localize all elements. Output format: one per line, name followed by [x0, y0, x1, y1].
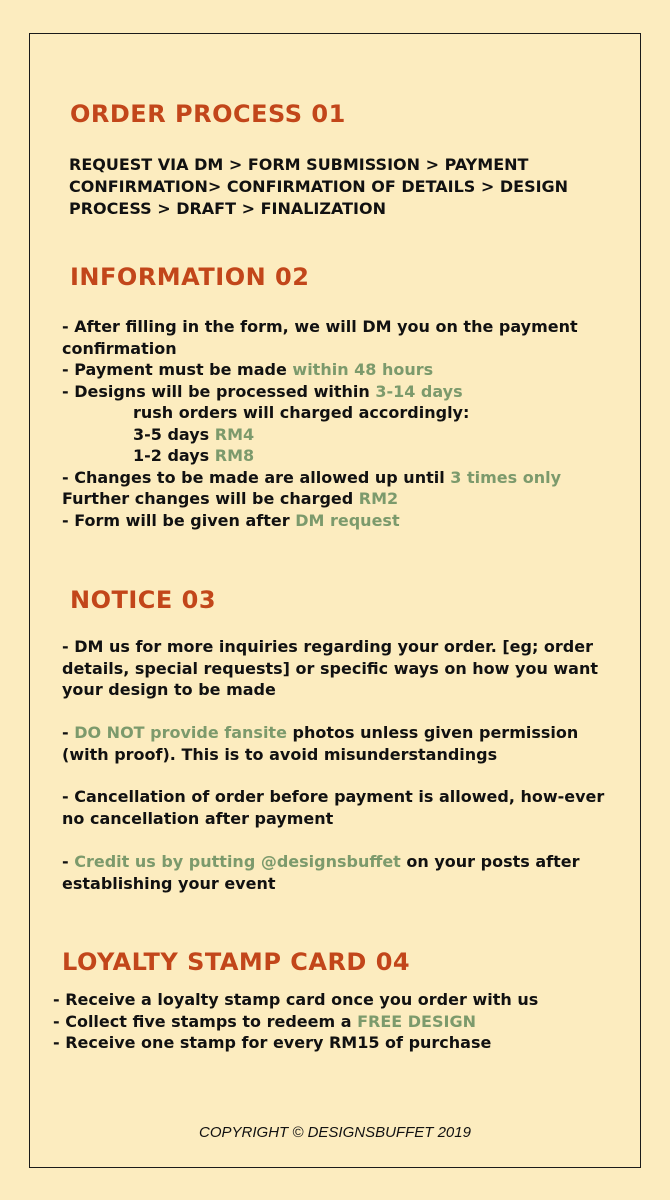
information-list	[62, 316, 632, 531]
order-process-steps: REQUEST VIA DM > FORM SUBMISSION > PAYMENT CONFIRMATION> CONFIRMATION OF DETAILS > DESIGN PROCESS > DRAFT > FINALIZATION	[69, 155, 569, 218]
order-process-heading: ORDER PROCESS 01	[70, 100, 346, 128]
information-heading: INFORMATION 02	[70, 263, 310, 291]
notice-heading: NOTICE 03	[70, 586, 217, 614]
copyright-footer: COPYRIGHT © DESIGNSBUFFET 2019	[199, 1124, 471, 1141]
info-line: - After filling in the form, we will DM you on the payment confirmation	[62, 317, 578, 358]
notice-paragraph: - Credit us by putting @designsbuffet on your posts after establishing your event	[62, 852, 580, 893]
info-line: 3-5 days RM4	[133, 424, 255, 444]
info-line: - Changes to be made are allowed up until 3 times only	[62, 467, 562, 487]
loyalty-line: - Collect five stamps to redeem a FREE DESIGN	[53, 1011, 476, 1031]
info-line: - Form will be given after DM request	[62, 510, 400, 530]
info-line: - Designs will be processed within 3-14 days	[62, 381, 463, 401]
loyalty-line: - Receive one stamp for every RM15 of purchase	[53, 1033, 492, 1052]
info-line: 1-2 days RM8	[133, 446, 255, 465]
info-line: - Payment must be made within 48 hours	[62, 360, 434, 379]
notice-paragraph: - Cancellation of order before payment is allowed, how-ever no cancellation after payment	[62, 787, 605, 828]
notice-paragraph: - DM us for more inquiries regarding your order. [eg; order details, special requests] or specific ways on how you want your design to be made	[62, 637, 599, 699]
loyalty-list	[53, 989, 633, 1054]
notice-paragraph: - DO NOT provide fansite photos unless given permission (with proof). This is to avoid misunderstandings	[62, 723, 579, 764]
loyalty-line: - Receive a loyalty stamp card once you order with us	[53, 990, 539, 1009]
loyalty-heading: LOYALTY STAMP CARD 04	[62, 948, 411, 976]
info-line: rush orders will charged accordingly:	[133, 403, 470, 422]
info-line: Further changes will be charged RM2	[62, 489, 399, 508]
